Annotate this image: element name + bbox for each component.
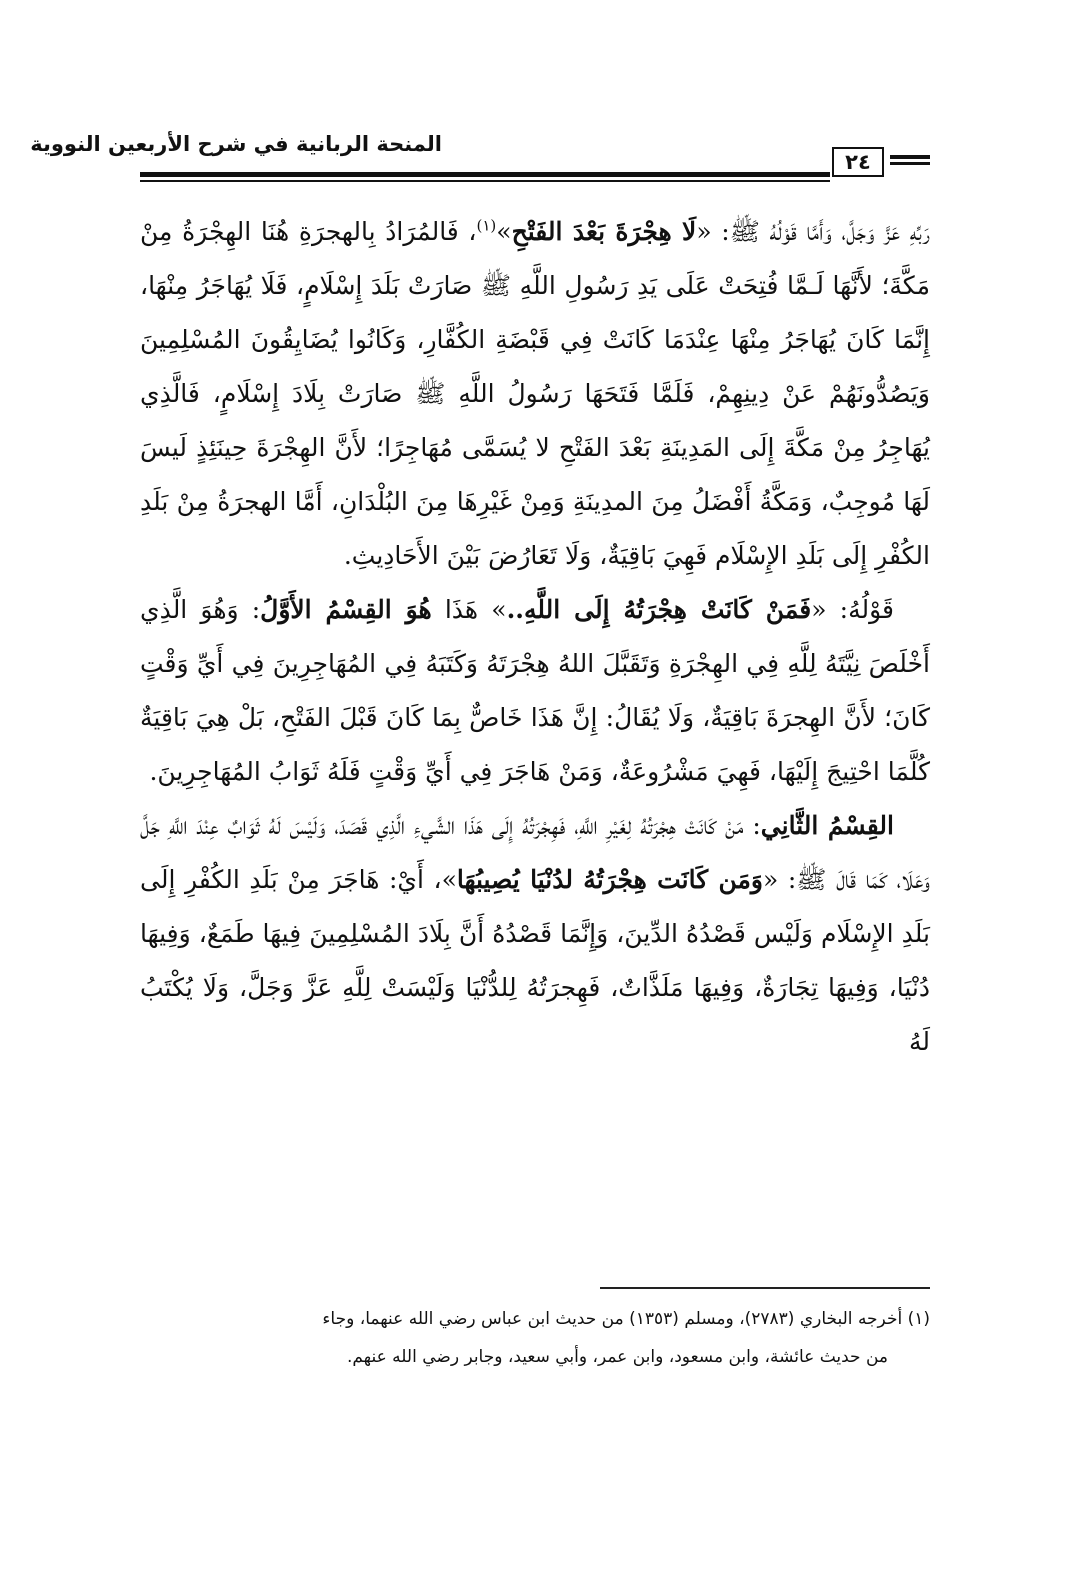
footnote-line: من حديث عائشة، وابن مسعود، وابن عمر، وأبي سعيد، وجابر رضي الله عنهم. — [346, 1347, 888, 1367]
footnote-marker: (١) — [476, 216, 497, 235]
section-heading: القِسْمُ الثَّانِي — [760, 811, 894, 840]
text-run: ، فَالمُرَادُ بِالهجرَةِ هُنَا الهِجْرَةُ مِنْ مَكَّةَ؛ لأَنَّهَا لَـمَّا فُتِحَتْ عَلَى يَدِ رَسُولِ اللَّهِ ﷺ صَارَتْ بَلَدَ إِسْلَامٍ، فَلَا يُهَاجَرُ مِنْهَا، إِنَّمَا كَانَ يُهَاجَرُ مِنْهَا عِنْدَمَا كَانَتْ فِي قَبْضَةِ الكُفَّارِ، وَكَانُوا يُضَايِقُونَ المُسْلِمِينَ وَيَصُدُّونَهُمْ عَنْ دِينِهِمْ، فَلَمَّا فَتَحَهَا رَسُولُ اللَّهِ ﷺ صَارَتْ بِلَادَ إِسْلَامٍ، فَالَّذِي يُهَاجِرُ مِنْ مَكَّةَ إِلَى المَدِينَةِ بَعْدَ الفَتْحِ لا يُسَمَّى مُهَاجِرًا؛ لأَنَّ الهِجْرَةَ حِينَئِذٍ لَيسَ لَهَا مُوجِبٌ، وَمَكَّةُ أَفْضَلُ مِنَ المدِينَةِ وَمِنْ غَيْرِهَا مِنَ البُلْدَانِ، أَمَّا الهجرَةُ مِنْ بَلَدِ الكُفْرِ إِلَى بَلَدِ الإِسْلَام فَهِيَ بَاقِيَةٌ، وَلَا تَعَارُضَ بَيْنَ الأَحَادِيثِ. — [140, 217, 930, 570]
text-run: » — [496, 217, 512, 246]
body-text — [140, 205, 930, 1069]
text-run: قَوْلُهُ: « — [811, 595, 894, 624]
paragraph-2 — [140, 583, 930, 799]
paragraph-3 — [140, 799, 930, 1069]
header-rule — [140, 180, 830, 182]
footnote-separator — [600, 1287, 930, 1289]
footnotes — [140, 1300, 930, 1376]
paragraph-1 — [140, 205, 930, 583]
page-number: ٢٤ — [832, 147, 884, 177]
running-title: المنحة الربانية في شرح الأربعين النووية — [30, 132, 442, 156]
hadith-quote: لَا هِجْرَةَ بَعْدَ الفَتْحِ — [511, 217, 697, 246]
text-run: : مَنْ كَانَتْ هِجْرَتُهُ لِغَيْرِ اللَّهِ، فَهِجْرَتُهُ إِلَى هَذَا الشَّيءِ الَّذِي قَصَدَ، وَلَيْسَ لَهُ ثَوَابٌ عِنْدَ اللَّهِ جَلَّ وَعَلَا، كَمَا قَالَ ﷺ: « — [140, 811, 930, 894]
footnote-line: (١) أخرجه البخاري (٢٧٨٣)، ومسلم (١٣٥٣) من حديث ابن عباس رضي الله عنهما، وجاء — [322, 1309, 930, 1329]
hadith-quote: فَمَنْ كَانَتْ هِجْرَتُهُ إِلَى اللَّهِ.. — [506, 595, 812, 624]
header-ornament-bar — [890, 162, 930, 165]
text-run: : وَهُوَ الَّذِي أَخْلَصَ نِيَّتَهُ لِلَّهِ فِي الهِجْرَةِ وَتَقَبَّلَ اللهُ هِجْرَتَهُ وَكَتَبَهُ فِي المُهَاجِرِينَ فِي أَيِّ وَقْتٍ كَانَ؛ لأَنَّ الهِجرَةَ بَاقِيَةٌ، وَلَا يُقَالُ: إِنَّ هَذَا خَاصٌّ بِمَا كَانَ قَبْلَ الفَتْحِ، بَلْ هِيَ بَاقِيَةٌ كُلَّمَا احْتِيجَ إِلَيْهَا، فَهِيَ مَشْرُوعَةٌ، وَمَنْ هَاجَرَ فِي أَيِّ وَقْتٍ فَلَهُ ثَوَابُ المُهَاجِرِينَ. — [140, 595, 930, 786]
section-heading: هُوَ القِسْمُ الأَوَّلُ — [260, 595, 432, 624]
header-ornament-bar — [890, 155, 930, 159]
text-run: رَبِّهِ عَزَّ وَجَلَّ، وَأَمَّا قَوْلُهُ ﷺ: « — [696, 217, 930, 246]
page-header — [30, 128, 930, 188]
header-rule — [140, 172, 830, 177]
text-run: » هَذَا — [431, 595, 507, 624]
text-run: »، أَيْ: هَاجَرَ مِنْ بَلَدِ الكُفْرِ إِلَى بَلَدِ الإِسْلَام وَلَيْس قَصْدُهُ الدِّينَ، وَإِنَّمَا قَصْدُهُ أَنَّ بِلَادَ المُسْلِمِينَ فِيهَا طَمَعٌ، وَفِيهَا دُنْيَا، وَفِيهَا تِجَارَةٌ، وَفِيهَا مَلَذَّاتٌ، فَهِجرَتُهُ لِلدُّنْيَا وَلَيْسَتْ لِلَّهِ عَزَّ وَجَلَّ، وَلَا يُكْتَبُ لَهُ — [140, 865, 930, 1056]
hadith-quote: وَمَن كَانَت هِجْرَتُهُ لدُنْيَا يُصِيبُهَا — [456, 865, 763, 894]
